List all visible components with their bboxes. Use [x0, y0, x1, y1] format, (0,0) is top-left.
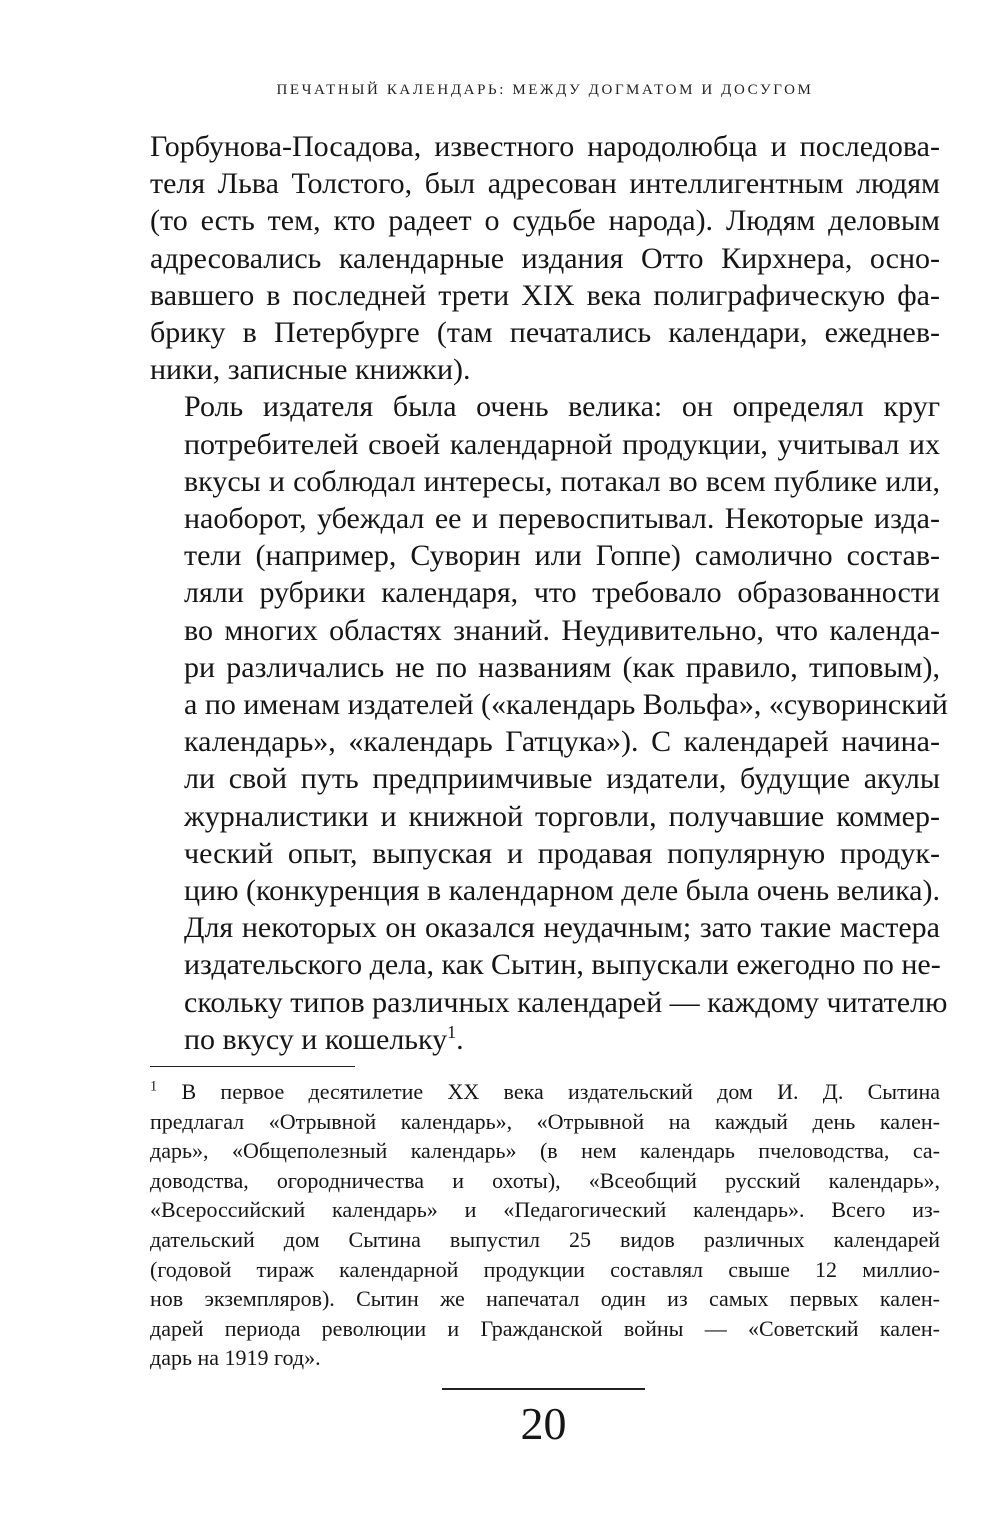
paragraph — [150, 388, 948, 1058]
text-line: скольку типов различных календарей — каждому читателю — [184, 985, 948, 1019]
footnote — [150, 1077, 940, 1373]
text-line: тели (например, Суворин или Гоппе) самолично состав- — [184, 539, 940, 573]
page-number-rule — [442, 1388, 645, 1390]
footnote-reference[interactable]: 1 — [447, 1021, 457, 1042]
text-line: а по именам издателей («календарь Вольфа», «суворинский — [184, 688, 948, 722]
text-line: цию (конкуренция в календарном деле была очень велика). — [184, 874, 940, 908]
text-line: календарь», «календарь Гатцука»). С календарей начина- — [184, 725, 940, 759]
text-line: по вкусу и кошельку — [184, 1022, 448, 1056]
footnote-line: предлагал «Отрывной календарь», «Отрывной на каждый день кален- — [150, 1108, 940, 1134]
footnote-line: дарь на 1919 год». — [150, 1345, 321, 1371]
text-line: теля Льва Толстого, был адресован интеллигентным людям — [150, 167, 940, 201]
text-line: адресовались календарные издания Отто Кирхнера, осно- — [150, 241, 940, 275]
text-line: во многих областях знаний. Неудивительно, что календа- — [184, 613, 940, 647]
paragraph — [150, 128, 940, 388]
footnote-line — [150, 1077, 940, 1107]
text-line: (то есть тем, кто радеет о судьбе народа). Людям деловым — [150, 204, 940, 238]
text-line: ли свой путь предприимчивые издатели, будущие акулы — [184, 762, 940, 796]
text-line: вавшего в последней трети XIX века полиграфическую фа- — [150, 278, 940, 312]
footnote-line: дательский дом Сытина выпустил 25 видов различных календарей — [150, 1226, 940, 1252]
text-line: ляли рубрики календаря, что требовало образованности — [184, 576, 940, 610]
page-number: 20 — [520, 1398, 567, 1449]
text-line: ри различались не по названиям (как правило, типовым), — [184, 650, 940, 684]
footnote-line: «Всероссийский календарь» и «Педагогический календарь». Всего из- — [150, 1197, 940, 1223]
running-head: ПЕЧАТНЫЙ КАЛЕНДАРЬ: МЕЖДУ ДОГМАТОМ И ДОСУГОМ — [276, 82, 814, 98]
footnote-line: дарей периода революции и Гражданской войны — «Советский кален- — [150, 1315, 940, 1341]
footnote-divider — [150, 1066, 355, 1067]
footnote-text: В первое десятилетие XX века издательский дом И. Д. Сытина — [181, 1079, 940, 1104]
text-line: журналистики и книжной торговли, получавшие коммер- — [184, 799, 940, 833]
text-line: ники, записные книжки). — [150, 353, 471, 387]
text-line: брику в Петербурге (там печатались календари, ежеднев- — [150, 316, 940, 350]
main-text — [150, 128, 948, 1058]
text-line: Роль издателя была очень велика: он определял круг — [184, 390, 940, 424]
text-line: потребителей своей календарной продукции, учитывал их — [184, 427, 940, 461]
footnote-line: нов экземпляров). Сытин же напечатал один из самых первых кален- — [150, 1286, 940, 1312]
text-line-with-note: по вкусу и кошельку$^1$. — [184, 1021, 464, 1056]
footnote-line: (годовой тираж календарной продукции составлял свыше 12 миллио- — [150, 1256, 940, 1282]
text-line: наоборот, убеждал ее и перевоспитывал. Некоторые изда- — [184, 502, 940, 536]
text-line: Для некоторых он оказался неудачным; зато такие мастера — [184, 911, 940, 945]
text-line: ческий опыт, выпуская и продавая популярную продук- — [184, 836, 940, 870]
footnote-marker: 1 — [150, 1078, 158, 1095]
footnote-line: дарь», «Общеполезный календарь» (в нем календарь пчеловодства, са- — [150, 1138, 940, 1164]
footnote-line: доводства, огородничества и охоты), «Всеобщий русский календарь», — [150, 1167, 940, 1193]
text-line: издательского дела, как Сытин, выпускали ежегодно по не- — [184, 948, 941, 982]
text-line: Горбунова-Посадова, известного народолюбца и последова- — [150, 130, 940, 163]
text-line: вкусы и соблюдал интересы, потакал во всем публике или, — [184, 464, 940, 498]
